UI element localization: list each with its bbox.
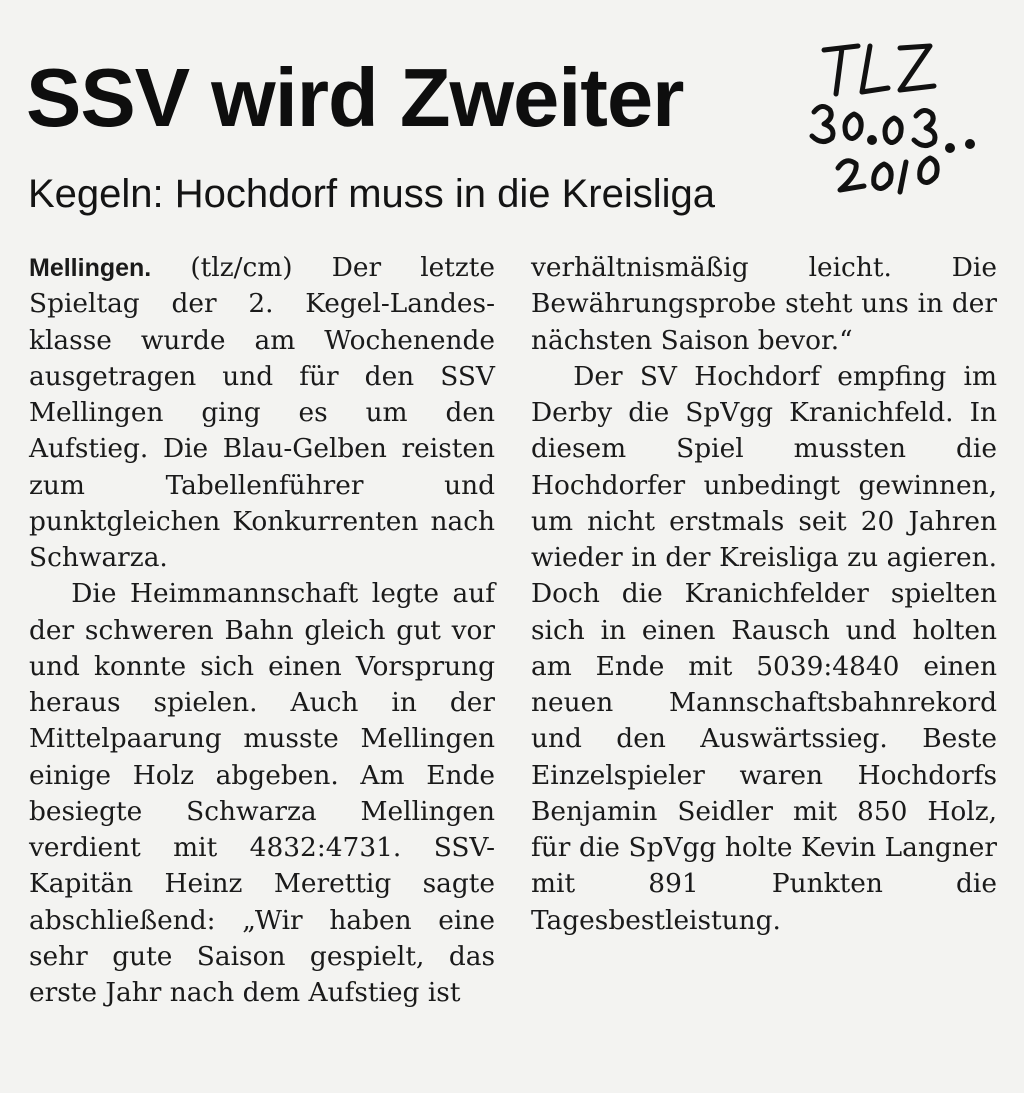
article-paragraph: verhältnismäßig leicht. Die Bewährungsprobe steht uns in der nächsten Saison bevor.“ [531,252,997,356]
article-column-right [531,250,997,939]
article-paragraph: Die Heimmannschaft legte auf der schweren Bahn gleich gut vor und konnte sich einen Vorsprung heraus spielen. Auch in der Mittelpaarung musste Mellingen einige Holz abgeben. Am Ende besiegte Schwarza Mellingen verdient mit 4832:4731. SSV-Kapitän Heinz Merettig sagte abschließend: „Wir haben eine sehr gute Saison gespielt, das erste Jahr nach dem Aufstieg ist [29,578,495,1008]
article-paragraph: Der SV Hochdorf empfing im Derby die SpVgg Kranichfeld. In diesem Spiel mussten die Hochdorfer unbedingt gewinnen, um nicht erstmals seit 20 Jahren wieder in der Kreisliga zu agieren. Doch die Kranichfelder spielten sich in einen Rausch und holten am Ende mit 5039:4840 einen neuen Mannschaftsbahnrekord und den Auswärtssieg. Beste Einzelspieler waren Hochdorfs Benjamin Seidler mit 850 Holz, für die SpVgg holte Kevin Langner mit 891 Punkten die Tagesbestleistung. [531,360,997,936]
headline: SSV wird Zweiter [26,51,684,144]
dateline: Mellingen. [29,254,152,282]
subheadline: Kegeln: Hochdorf muss in die Kreisliga [28,172,716,216]
handwritten-source-note [800,36,990,206]
article-paragraph: Mellingen. (tlz/cm) Der letzte Spieltag der 2. Kegel-Landesklasse wurde am Wochenende ausgetragen und für den SSV Mellingen ging es um den Aufstieg. Die Blau-Gelben reisten zum Tabellenführer und punktgleichen Konkurrenten nach Schwarza. [29,252,496,573]
article-column-left [29,250,495,1011]
